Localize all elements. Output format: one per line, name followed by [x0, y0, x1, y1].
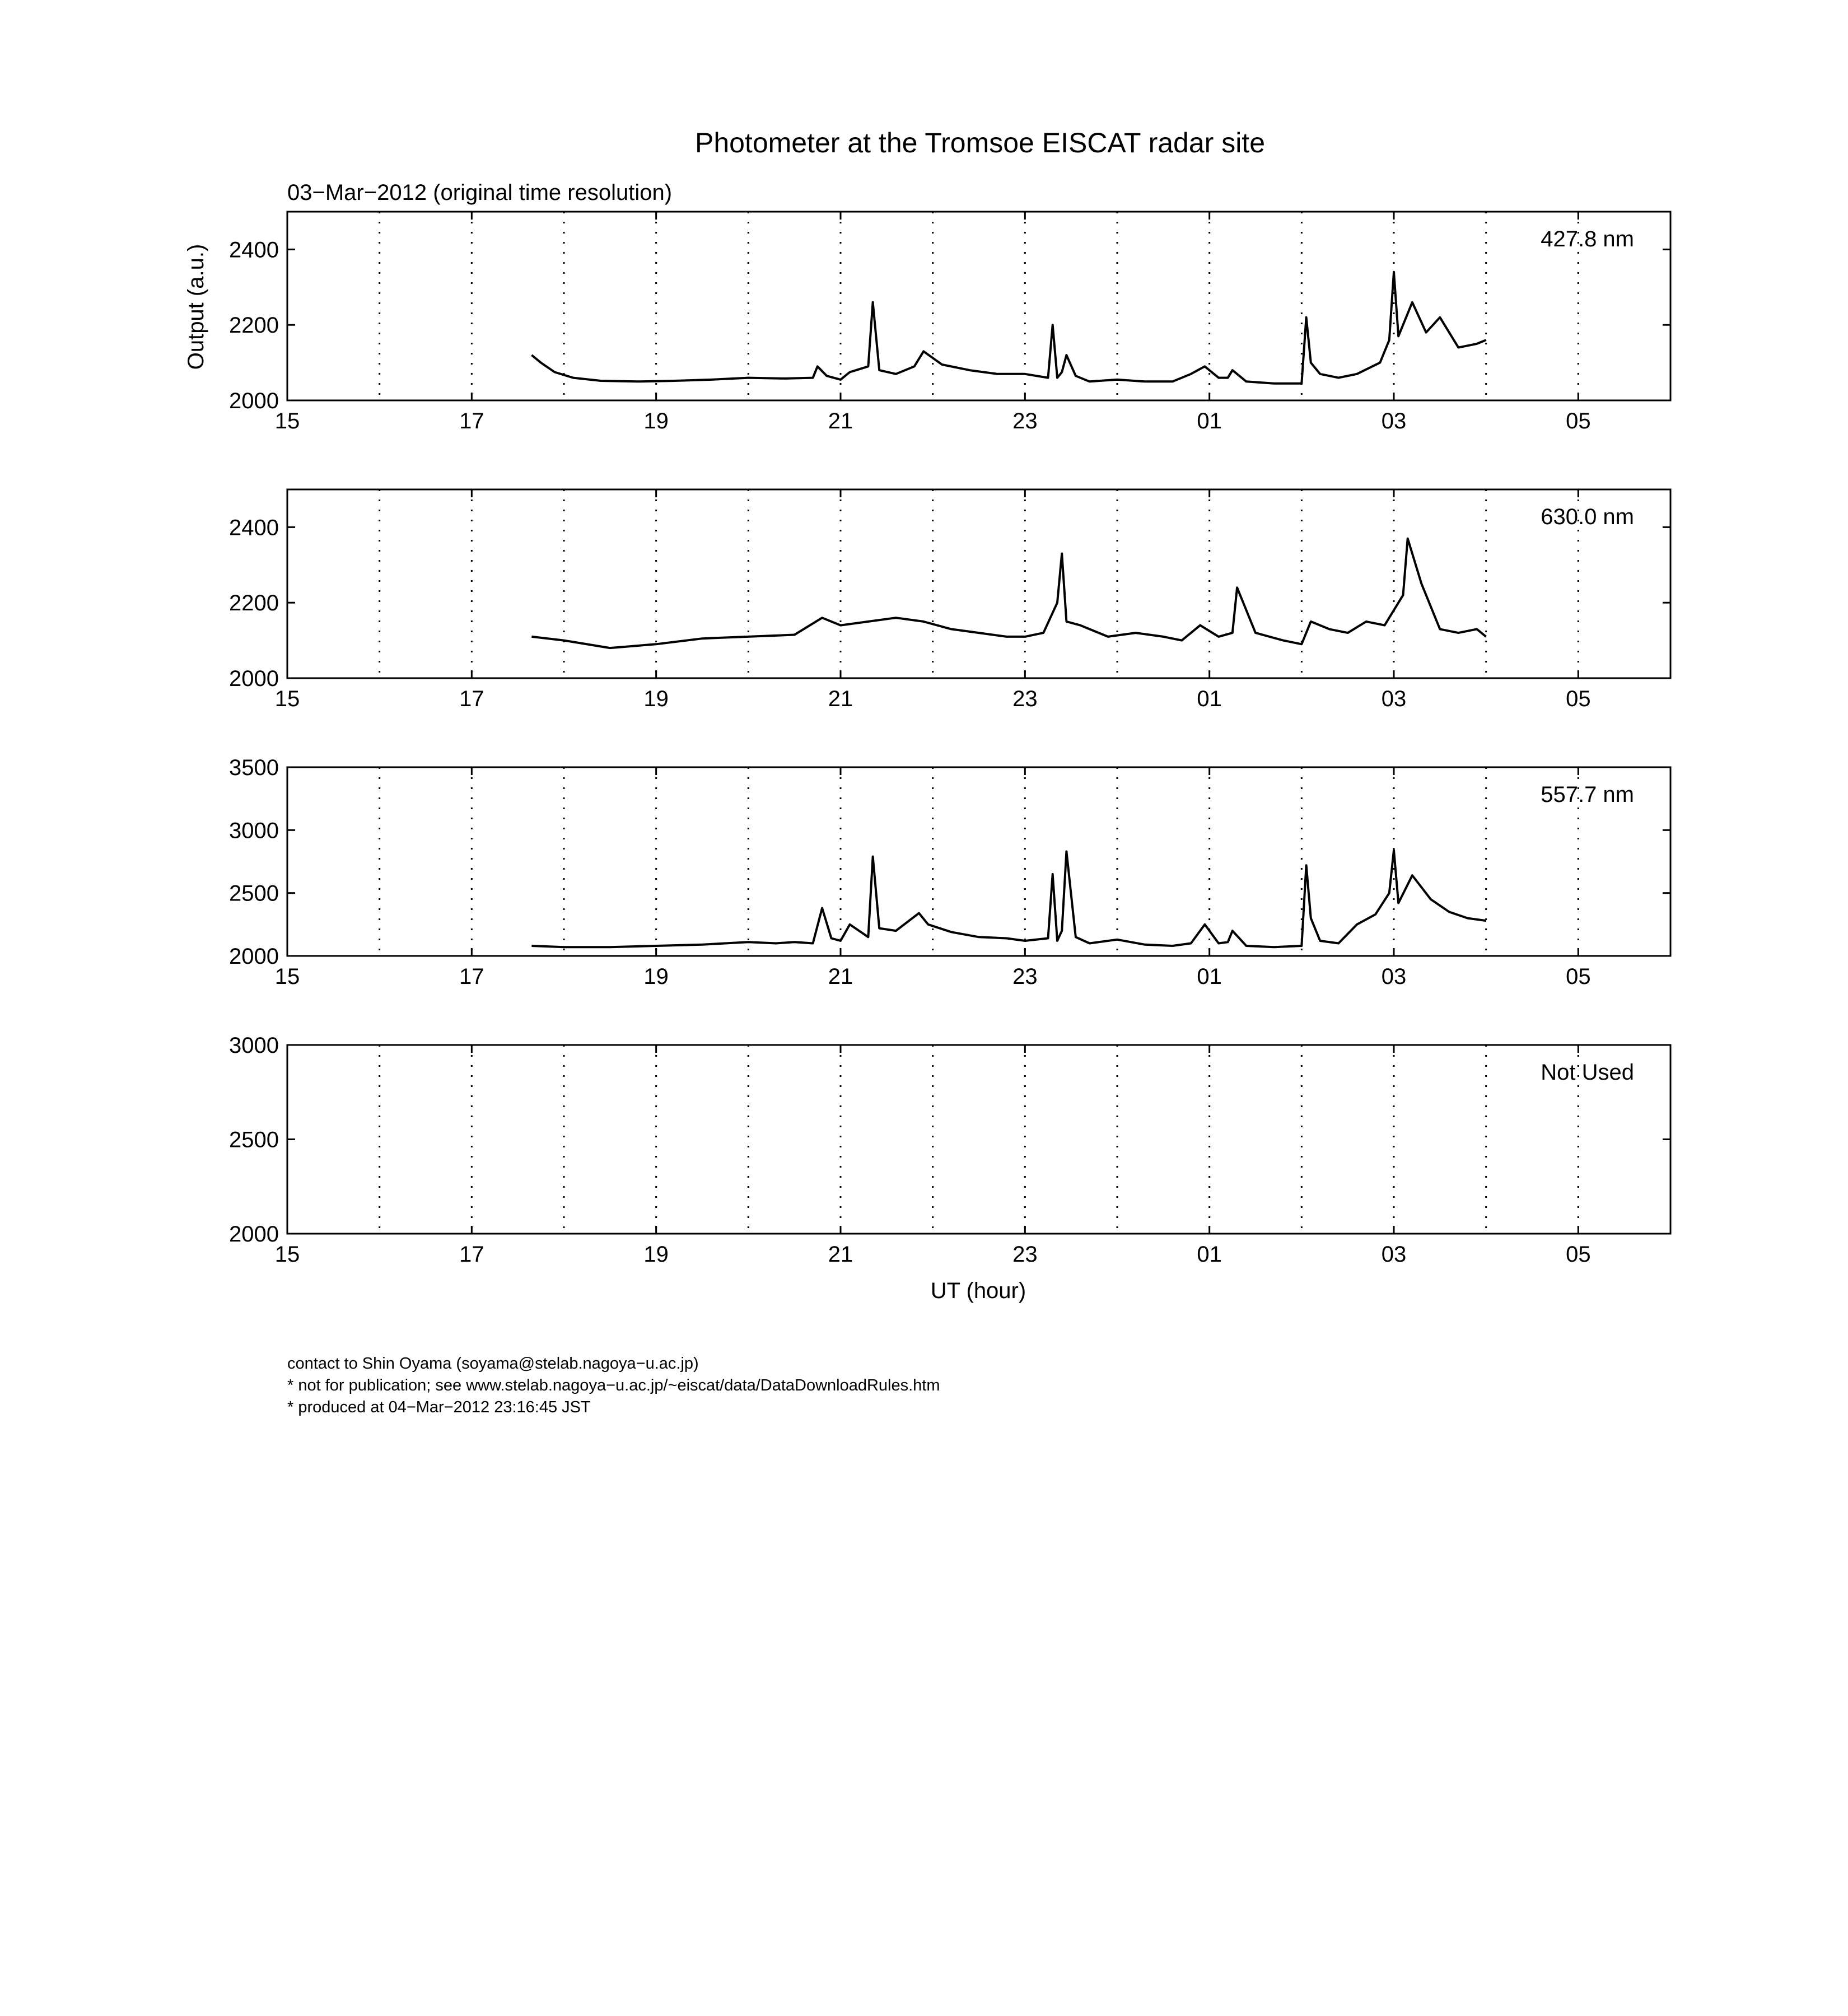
- x-tick-label: 03: [1381, 687, 1407, 711]
- x-tick-label: 23: [1012, 964, 1038, 989]
- series-line: [531, 272, 1486, 384]
- x-tick-label: 17: [459, 964, 484, 989]
- x-tick-label: 19: [643, 1242, 669, 1267]
- x-tick-label: 15: [274, 409, 300, 433]
- figure-title: Photometer at the Tromsoe EISCAT radar site: [694, 127, 1266, 158]
- x-tick-label: 05: [1566, 687, 1591, 711]
- y-tick-label: 2000: [229, 389, 279, 413]
- x-tick-label: 01: [1197, 687, 1222, 711]
- figure-subtitle: 03−Mar−2012 (original time resolution): [287, 180, 673, 205]
- x-tick-label: 19: [643, 964, 669, 989]
- y-tick-label: 2000: [229, 944, 279, 969]
- x-tick-label: 23: [1012, 687, 1038, 711]
- x-axis-label: UT (hour): [930, 1278, 1026, 1303]
- footer-publication-note: * not for publication; see www.stelab.nagoya−u.ac.jp/~eiscat/data/DataDownloadRules.htm: [287, 1376, 940, 1394]
- x-tick-label: 05: [1566, 964, 1591, 989]
- x-tick-label: 21: [828, 1242, 853, 1267]
- series-line: [531, 850, 1486, 947]
- y-axis-label: Output (a.u.): [184, 244, 208, 370]
- y-tick-label: 2400: [229, 515, 279, 540]
- footer-produced-at: * produced at 04−Mar−2012 23:16:45 JST: [287, 1398, 591, 1416]
- x-tick-label: 19: [643, 687, 669, 711]
- footer-contact: contact to Shin Oyama (soyama@stelab.nagoya−u.ac.jp): [287, 1355, 699, 1373]
- y-tick-label: 2500: [229, 881, 279, 906]
- y-tick-label: 2000: [229, 666, 279, 691]
- panels: [229, 212, 1670, 1267]
- x-tick-label: 23: [1012, 409, 1038, 433]
- channel-label: 557.7 nm: [1541, 782, 1634, 807]
- y-tick-label: 2400: [229, 237, 279, 263]
- panel-4: [229, 1033, 1670, 1267]
- x-tick-label: 01: [1197, 1242, 1222, 1267]
- x-tick-label: 05: [1566, 1242, 1591, 1267]
- plot-frame: [287, 767, 1670, 956]
- x-tick-label: 15: [274, 1242, 300, 1267]
- y-tick-label: 3500: [229, 755, 279, 780]
- plot-frame: [287, 489, 1670, 678]
- panel-2: [229, 489, 1670, 711]
- y-tick-label: 2000: [229, 1222, 279, 1247]
- y-tick-label: 2200: [229, 313, 279, 338]
- y-tick-label: 2200: [229, 591, 279, 616]
- channel-label: 630.0 nm: [1541, 505, 1634, 529]
- x-tick-label: 03: [1381, 1242, 1407, 1267]
- x-tick-label: 15: [274, 687, 300, 711]
- x-tick-label: 03: [1381, 409, 1407, 433]
- x-tick-label: 05: [1566, 409, 1591, 433]
- panel-1: [229, 212, 1670, 433]
- y-tick-label: 3000: [229, 1033, 279, 1058]
- x-tick-label: 19: [643, 409, 669, 433]
- x-tick-label: 21: [828, 409, 853, 433]
- x-tick-label: 01: [1197, 964, 1222, 989]
- y-tick-label: 3000: [229, 818, 279, 843]
- panel-3: [229, 755, 1670, 989]
- x-tick-label: 17: [459, 1242, 484, 1267]
- x-tick-label: 23: [1012, 1242, 1038, 1267]
- x-tick-label: 01: [1197, 409, 1222, 433]
- x-tick-label: 15: [274, 964, 300, 989]
- x-tick-label: 21: [828, 687, 853, 711]
- plot-frame: [287, 1045, 1670, 1234]
- x-tick-label: 17: [459, 687, 484, 711]
- series-line: [531, 539, 1486, 648]
- y-tick-label: 2500: [229, 1127, 279, 1152]
- channel-label: 427.8 nm: [1541, 227, 1634, 251]
- x-tick-label: 17: [459, 409, 484, 433]
- x-tick-label: 03: [1381, 964, 1407, 989]
- x-tick-label: 21: [828, 964, 853, 989]
- channel-label: Not Used: [1541, 1060, 1634, 1085]
